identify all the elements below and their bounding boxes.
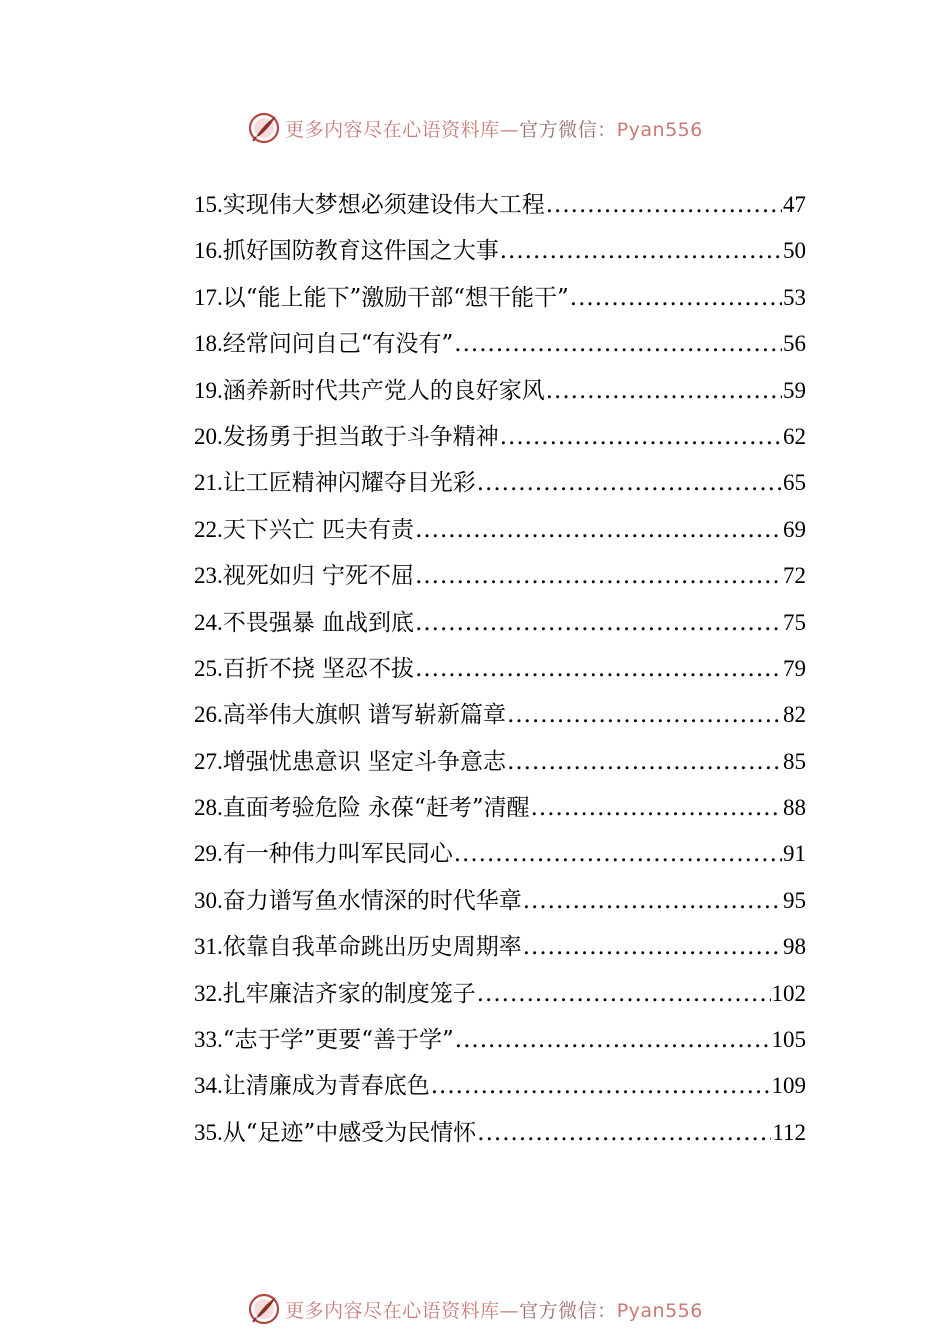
banner-site-text: 更多内容尽在心语资料库— (285, 1299, 520, 1322)
banner-wechat-label: 官方微信： (519, 118, 617, 141)
banner-text (285, 115, 703, 142)
toc-entry[interactable] (194, 739, 806, 785)
toc-entry-text: 以“能上能下”激励干部“想干能干” (222, 284, 569, 311)
toc-dot-leader (455, 1017, 771, 1063)
toc-entry-text: 抓好国防教育这件国之大事 (222, 238, 499, 265)
toc-entry-page: 112 (772, 1119, 806, 1145)
toc-dot-leader (500, 414, 782, 460)
toc-entry[interactable] (194, 275, 806, 321)
toc-entry-text: 让清廉成为青春底色 (222, 1073, 430, 1100)
toc-entry-text: 奋力谱写鱼水情深的时代华章 (222, 887, 522, 914)
toc-entry-page: 102 (771, 980, 806, 1006)
toc-entry[interactable] (194, 321, 806, 367)
toc-dot-leader (546, 182, 782, 228)
toc-dot-leader (454, 321, 782, 367)
toc-entry[interactable] (194, 924, 806, 970)
toc-entry-number: 21. (194, 470, 223, 496)
toc-entry-title (194, 1110, 476, 1156)
toc-entry[interactable] (194, 971, 806, 1017)
toc-entry-title (194, 646, 414, 692)
toc-entry-title (194, 182, 545, 228)
toc-entry-text: 实现伟大梦想必须建设伟大工程 (222, 192, 545, 218)
toc-entry-page: 105 (771, 1027, 806, 1053)
toc-entry[interactable] (194, 228, 806, 274)
toc-dot-leader (523, 924, 782, 970)
toc-entry[interactable] (194, 460, 806, 506)
toc-entry-number: 35. (194, 1119, 223, 1145)
toc-entry-number: 27. (194, 748, 223, 774)
toc-dot-leader (454, 831, 782, 877)
toc-entry[interactable] (194, 553, 806, 599)
toc-dot-leader (431, 1063, 771, 1109)
toc-entry[interactable] (194, 785, 806, 831)
toc-entry-page: 56 (783, 331, 806, 357)
toc-entry-title (194, 321, 453, 367)
toc-entry-text: 有一种伟力叫军民同心 (222, 841, 453, 868)
toc-entry-page: 53 (783, 284, 806, 310)
toc-dot-leader (477, 460, 782, 506)
toc-entry-text: 增强忧患意识 坚定斗争意志 (222, 748, 507, 775)
toc-entry-text: 依靠自我革命跳出历史周期率 (222, 934, 522, 961)
toc-entry-number: 19. (194, 377, 223, 403)
toc-entry-page: 65 (783, 470, 806, 496)
toc-dot-leader (546, 368, 782, 414)
header-banner (0, 108, 950, 148)
table-of-contents (194, 182, 806, 1156)
toc-entry-title (194, 553, 414, 599)
toc-entry[interactable] (194, 1063, 806, 1109)
toc-entry-number: 31. (194, 934, 223, 960)
toc-entry-title (194, 831, 453, 877)
toc-entry-title (194, 228, 499, 274)
toc-entry-number: 17. (194, 284, 223, 310)
toc-entry[interactable] (194, 878, 806, 924)
toc-entry-number: 34. (194, 1073, 223, 1099)
toc-entry-text: 涵养新时代共产党人的良好家风 (222, 377, 545, 404)
toc-entry-page: 75 (783, 609, 806, 635)
toc-entry-page: 85 (783, 748, 806, 774)
toc-entry[interactable] (194, 831, 806, 877)
toc-dot-leader (415, 646, 782, 692)
banner-text (285, 1296, 703, 1323)
banner-wechat-label: 官方微信： (519, 1299, 617, 1322)
toc-entry-number: 22. (194, 516, 223, 542)
toc-entry-text: 扎牢廉洁齐家的制度笼子 (222, 980, 476, 1007)
toc-entry-text: 直面考验危险 永葆“赶考”清醒 (222, 795, 530, 822)
toc-entry[interactable] (194, 1017, 806, 1063)
toc-entry-page: 82 (783, 702, 806, 728)
toc-dot-leader (415, 507, 782, 553)
toc-entry-title (194, 414, 499, 460)
toc-entry-title (194, 1063, 430, 1109)
toc-entry-page: 109 (771, 1073, 806, 1099)
toc-entry[interactable] (194, 507, 806, 553)
toc-entry[interactable] (194, 600, 806, 646)
toc-entry-number: 23. (194, 563, 223, 589)
toc-entry-text: 天下兴亡 匹夫有责 (222, 516, 415, 543)
toc-entry-text: 让工匠精神闪耀夺目光彩 (222, 470, 476, 497)
toc-entry-page: 59 (783, 377, 806, 403)
toc-entry-page: 98 (783, 934, 806, 960)
toc-dot-leader (477, 971, 771, 1017)
toc-dot-leader (415, 553, 782, 599)
toc-entry-text: 视死如归 宁死不屈 (222, 563, 415, 590)
toc-entry-number: 25. (194, 655, 223, 681)
toc-entry-title (194, 1017, 454, 1063)
banner-site-text: 更多内容尽在心语资料库— (285, 118, 520, 141)
toc-entry-number: 18. (194, 331, 223, 357)
toc-entry[interactable] (194, 646, 806, 692)
quill-logo-icon (247, 111, 281, 145)
toc-dot-leader (523, 878, 782, 924)
toc-entry-text: 不畏强暴 血战到底 (222, 609, 415, 636)
toc-entry-page: 50 (783, 238, 806, 264)
toc-entry-text: 百折不挠 坚忍不拔 (222, 655, 415, 682)
toc-entry-number: 26. (194, 702, 223, 728)
toc-entry-page: 91 (783, 841, 806, 867)
toc-entry-number: 33. (194, 1027, 223, 1053)
toc-entry-number: 29. (194, 841, 223, 867)
toc-entry-number: 32. (194, 980, 223, 1006)
toc-entry-text: 高举伟大旗帜 谱写崭新篇章 (222, 702, 507, 729)
toc-entry-page: 69 (783, 516, 806, 542)
toc-entry-page: 62 (783, 423, 806, 449)
toc-entry-title (194, 739, 506, 785)
toc-entry-number: 24. (194, 609, 223, 635)
toc-entry-title (194, 507, 414, 553)
toc-entry-text: “志于学”更要“善于学” (222, 1027, 454, 1054)
toc-entry-number: 16. (194, 238, 223, 264)
toc-dot-leader (531, 785, 782, 831)
toc-dot-leader (477, 1110, 771, 1156)
banner-wechat-id: Pyan556 (616, 1299, 703, 1322)
toc-entry[interactable] (194, 1110, 806, 1156)
toc-entry-text: 经常问问自己“有没有” (222, 331, 454, 358)
quill-logo-icon (247, 1292, 281, 1326)
toc-entry-page: 79 (783, 655, 806, 681)
toc-entry[interactable] (194, 182, 806, 228)
toc-entry-title (194, 785, 530, 831)
toc-entry-title (194, 600, 414, 646)
toc-entry-page: 47 (783, 192, 806, 217)
footer-banner (0, 1289, 950, 1329)
toc-dot-leader (570, 275, 782, 321)
toc-dot-leader (507, 739, 782, 785)
toc-entry-title (194, 924, 522, 970)
banner-wechat-id: Pyan556 (616, 118, 703, 141)
toc-entry-title (194, 878, 522, 924)
toc-entry[interactable] (194, 414, 806, 460)
toc-entry-title (194, 971, 476, 1017)
toc-entry-page: 95 (783, 887, 806, 913)
toc-entry[interactable] (194, 368, 806, 414)
toc-entry-title (194, 692, 506, 738)
toc-entry-title (194, 460, 476, 506)
toc-dot-leader (415, 600, 782, 646)
toc-dot-leader (500, 228, 782, 274)
toc-entry-title (194, 275, 569, 321)
toc-dot-leader (507, 692, 782, 738)
toc-entry-page: 72 (783, 563, 806, 589)
toc-entry-number: 15. (194, 192, 223, 217)
toc-entry-title (194, 368, 545, 414)
toc-entry-page: 88 (783, 795, 806, 821)
toc-entry-number: 20. (194, 423, 223, 449)
toc-entry[interactable] (194, 692, 806, 738)
toc-entry-text: 发扬勇于担当敢于斗争精神 (222, 423, 499, 450)
toc-entry-number: 30. (194, 887, 223, 913)
toc-entry-number: 28. (194, 795, 223, 821)
toc-entry-text: 从“足迹”中感受为民情怀 (222, 1119, 477, 1146)
